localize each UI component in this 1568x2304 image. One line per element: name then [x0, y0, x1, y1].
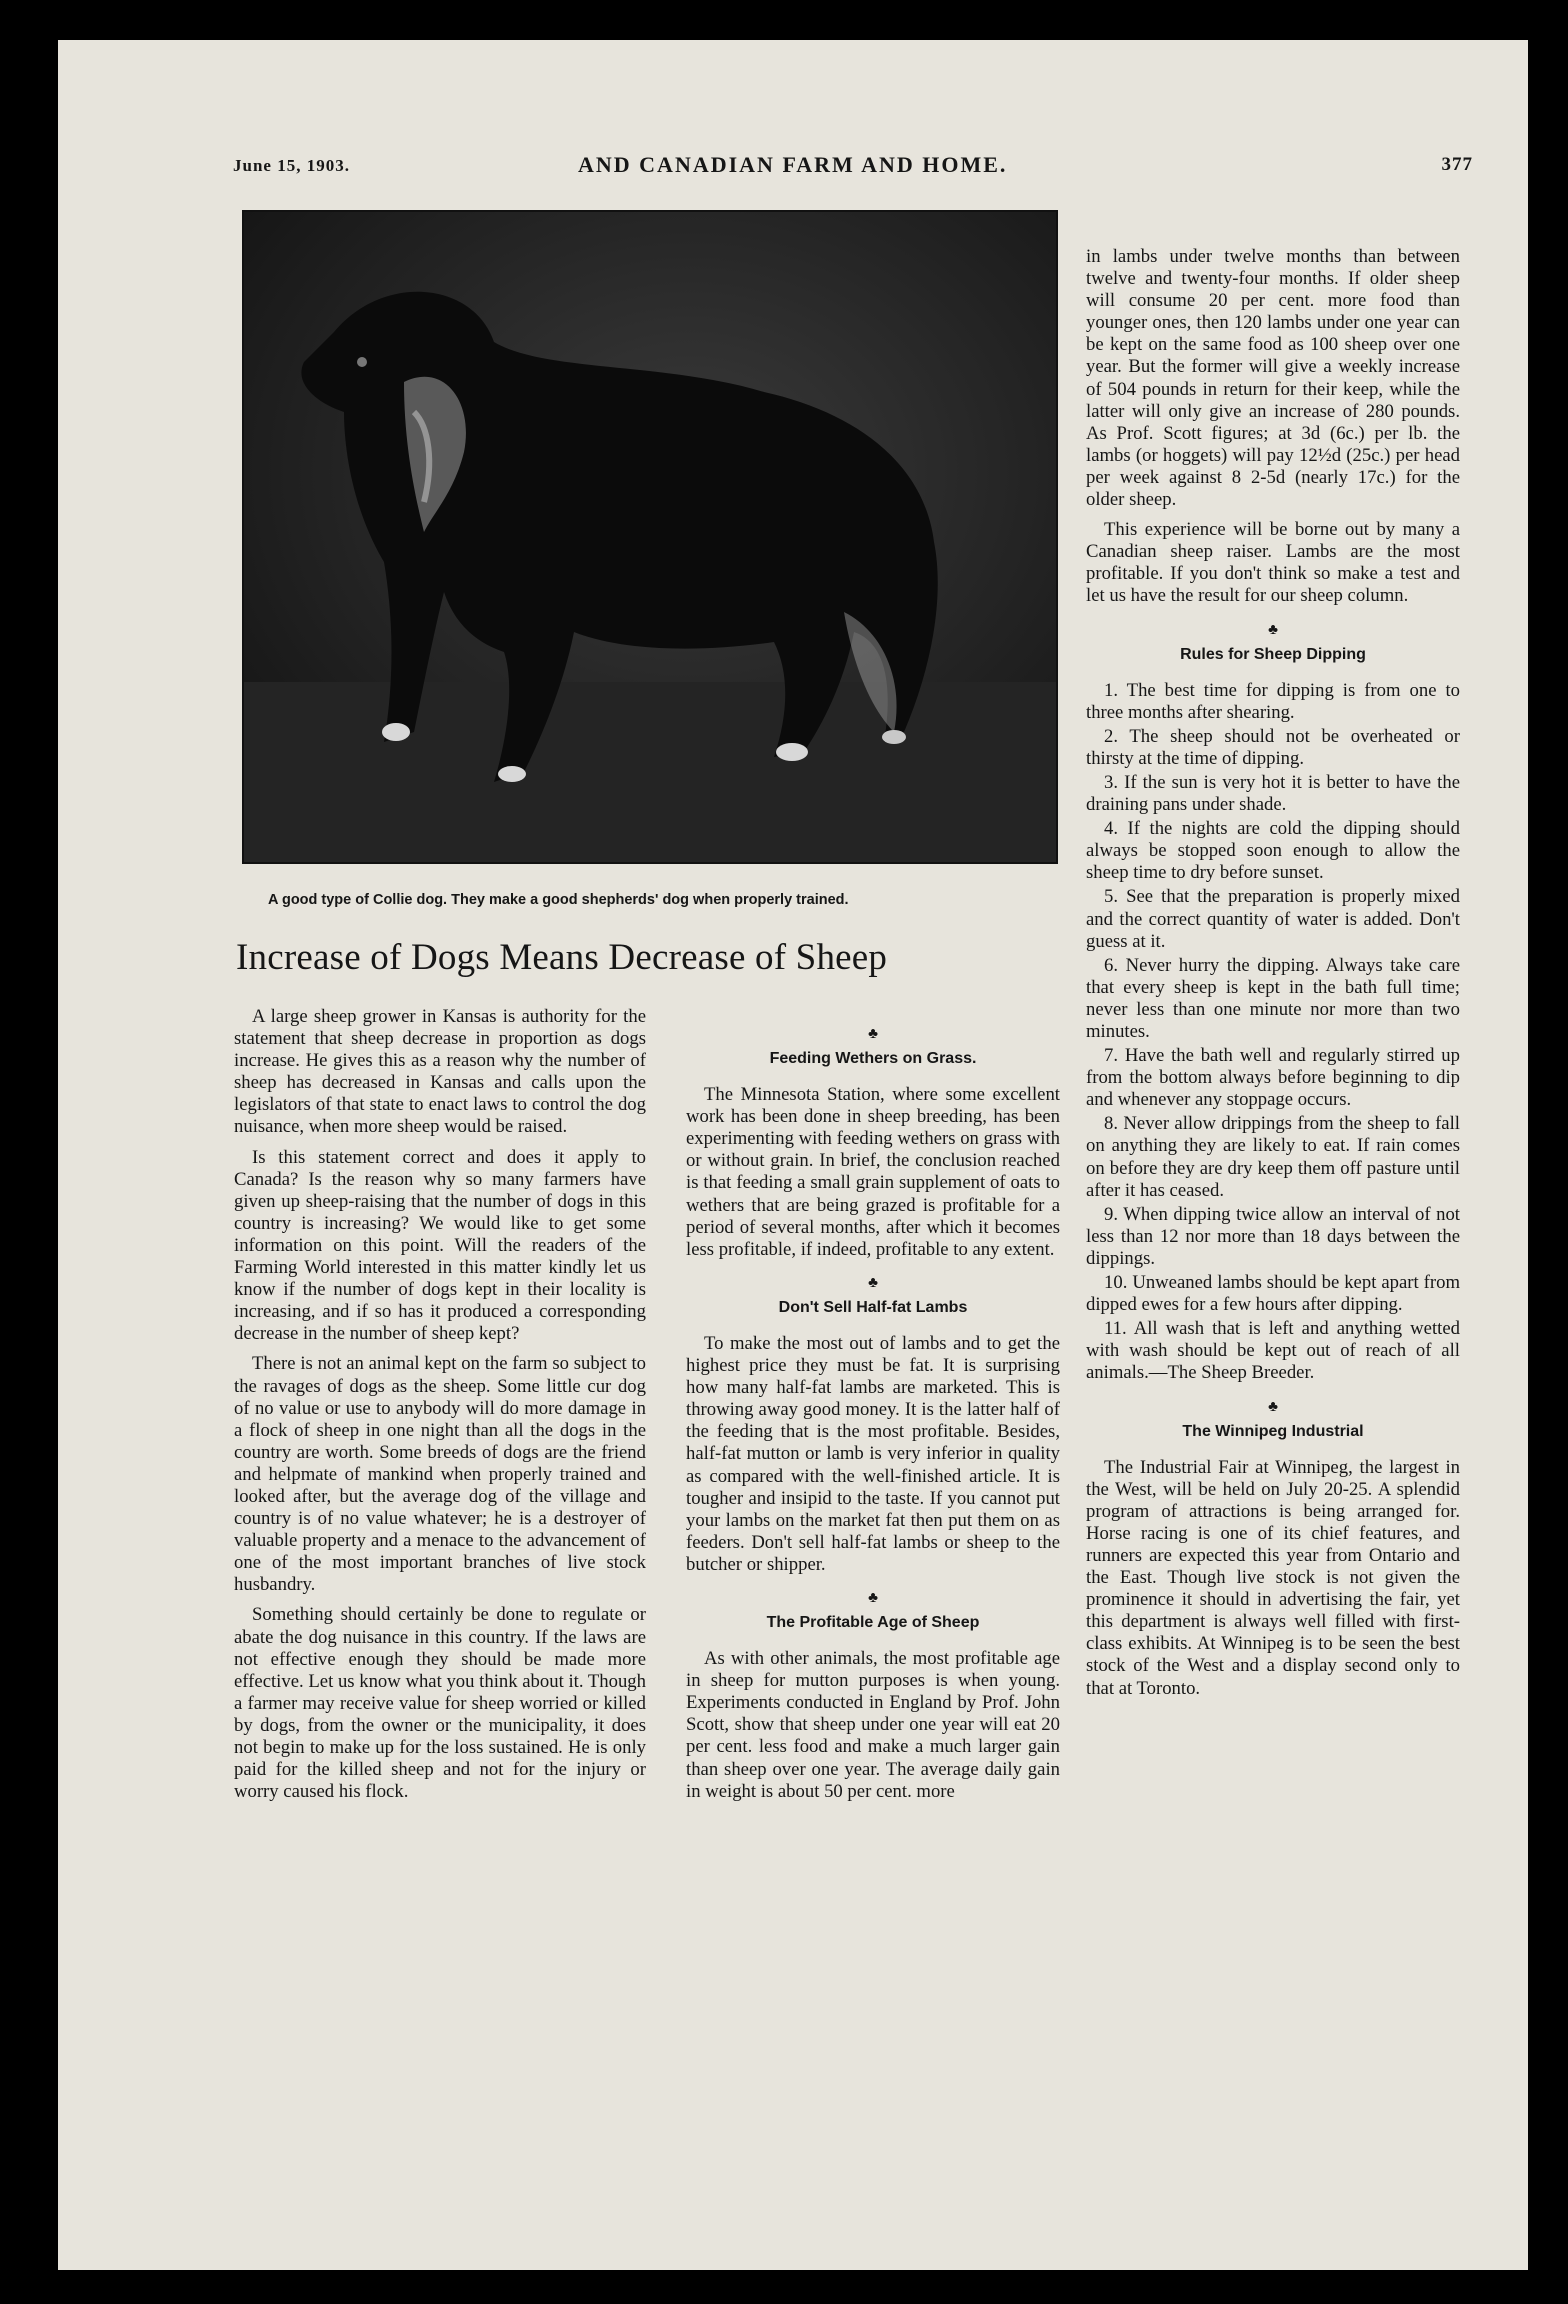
section-paragraph: To make the most out of lambs and to get the highest price they must be fat. It is surprising how many half-fat lambs are marketed. This is throwing away good money. It is the latter half of the feeding that is the most profitable. Besides, half-fat mutton or lamb is very inferior in quality as compared with the well-finished article. It is tougher and insipid to the taste. If you cannot put your lambs on the market fat then put them on as feeders. Don't sell half-fat lambs or sheep to the butcher or shipper.: [686, 1332, 1060, 1575]
section-paragraph: As with other animals, the most profitable age in sheep for mutton purposes is when young. Experiments conducted in England by Prof. John Scott, show that sheep under one year will eat 20 per cent. less food and make a much larger gain than sheep over one year. The average daily gain in weight is about 50 per cent. more: [686, 1648, 1060, 1802]
dipping-rule: 11. All wash that is left and anything wetted with wash should be kept out of reach of all animals.—The Sheep Breeder.: [1086, 1318, 1460, 1384]
article-paragraph: There is not an animal kept on the farm so subject to the ravages of dogs as the sheep. Some little cur dog of no value or use to anybody will do more damage in a flock of sheep in one night than all the dogs in the country are worth. Some breeds of dogs are the friend and helpmate of mankind when properly trained and looked after, but the average dog of the village and country is of no value whatever; he is a destroyer of valuable property and a menace to the advancement of one of the most important branches of live stock husbandry.: [234, 1353, 646, 1596]
collie-dog-illustration: [244, 212, 1056, 862]
section-heading-halffat: Don't Sell Half-fat Lambs: [778, 1298, 968, 1316]
article-paragraph: Something should certainly be done to regulate or abate the dog nuisance in this country. If the laws are not effective enough they should be made more effective. Let us know what you think about it. Though a farmer may receive value for sheep worried or killed by dogs, from the owner or the municipality, it does not begin to make up for the loss sustained. He is only paid for the killed sheep and not for the injury or worry caused his flock.: [234, 1604, 646, 1803]
dipping-rule: 10. Unweaned lambs should be kept apart from dipped ewes for a few hours after dipping.: [1086, 1272, 1460, 1316]
section-heading-winnipeg: The Winnipeg Industrial: [1182, 1422, 1364, 1440]
page-number: 377: [1441, 154, 1473, 175]
article-headline: Increase of Dogs Means Decrease of Sheep: [236, 937, 888, 978]
issue-date: June 15, 1903.: [233, 156, 350, 175]
section-paragraph: The Minnesota Station, where some excellent work has been done in sheep breeding, has been experimenting with feeding wethers on grass with or without grain. In brief, the conclusion reached is that feeding a small grain supplement of oats to wethers that are being grazed is profitable for a period of several months, after which it becomes less profitable, if indeed, profitable to any extent.: [686, 1084, 1060, 1260]
column-middle: [686, 1012, 1060, 1811]
running-head: [233, 152, 1473, 182]
section-heading-dipping: Rules for Sheep Dipping: [1180, 645, 1366, 663]
article-paragraph: Is this statement correct and does it apply to Canada? Is the reason why so many farmers have given up sheep-raising that the number of dogs in this country is increasing? We would like to get some information on this point. Will the readers of the Farming World interested in this matter kindly let us know if the number of dogs kept in their locality is increasing, and if so has it produced a corresponding decrease in the number of sheep kept?: [234, 1146, 646, 1345]
section-ornament: ♣: [868, 1026, 878, 1042]
section-heading-feeding: Feeding Wethers on Grass.: [769, 1050, 977, 1067]
section-heading-profitable-age: The Profitable Age of Sheep: [766, 1613, 980, 1631]
dipping-rule: 4. If the nights are cold the dipping should always be stopped soon enough to allow the sheep time to dry before sunset.: [1086, 818, 1460, 884]
continued-paragraph: This experience will be borne out by many a Canadian sheep raiser. Lambs are the most profitable. If you don't think so make a test and let us have the result for our sheep column.: [1086, 519, 1460, 607]
dipping-rule: 7. Have the bath well and regularly stirred up from the bottom always before beginning to dip and whenever any stoppage occurs.: [1086, 1045, 1460, 1111]
section-ornament: ♣: [868, 1274, 878, 1291]
dipping-rules-list: [1086, 680, 1460, 1385]
dipping-rule: 1. The best time for dipping is from one to three months after shearing.: [1086, 679, 1460, 723]
publication-title: AND CANADIAN FARM AND HOME.: [578, 152, 1008, 177]
column-right: [1086, 246, 1460, 1708]
column-left: [234, 1006, 646, 1811]
dipping-rule: 2. The sheep should not be overheated or thirsty at the time of dipping.: [1086, 725, 1460, 769]
section-ornament: ♣: [868, 1589, 878, 1606]
section-ornament: ♣: [1268, 1398, 1278, 1415]
dipping-rule: 9. When dipping twice allow an interval of not less than 12 nor more than 18 days between the dippings.: [1086, 1203, 1460, 1269]
collie-photo: [242, 210, 1058, 864]
article-paragraph: A large sheep grower in Kansas is authority for the statement that sheep decrease in proportion as dogs increase. He gives this as a reason why the number of sheep has decreased in Kansas and calls upon the legislators of that state to enact laws to control the dog nuisance, when more sheep would be raised.: [234, 1006, 646, 1138]
continued-paragraph: in lambs under twelve months than between twelve and twenty-four months. If older sheep will consume 20 per cent. more food than younger ones, then 120 lambs under one year can be kept on the same food as 100 sheep over one year. But the former will give a weekly increase of 504 pounds in return for their keep, while the latter will only give an increase of 280 pounds. As Prof. Scott figures; at 3d (6c.) per lb. the lambs (or hoggets) will pay 12½d (25c.) per head per week against 8 2-5d (nearly 17c.) for the older sheep.: [1086, 246, 1460, 511]
dipping-rule: 3. If the sun is very hot it is better to have the draining pans under shade.: [1086, 771, 1460, 816]
dipping-rule: 6. Never hurry the dipping. Always take care that every sheep is kept in the bath full time; never less than one minute nor more than two minutes.: [1086, 954, 1460, 1042]
dipping-rule: 8. Never allow drippings from the sheep to fall on anything they are likely to eat. If rain comes on before they are dry keep them off pasture until after it has ceased.: [1086, 1113, 1460, 1201]
section-paragraph: The Industrial Fair at Winnipeg, the largest in the West, will be held on July 20-25. A splendid program of attractions is being arranged for. Horse racing is one of its chief features, and runners are expected this year from Ontario and the East. Though live stock is not given the prominence it should in advertising the fair, yet this department is always well filled with first-class exhibits. At Winnipeg is to be seen the best stock of the West and a display second only to that at Toronto.: [1086, 1456, 1460, 1699]
magazine-page: [58, 40, 1528, 2270]
section-ornament: ♣: [1268, 621, 1278, 638]
photo-caption: A good type of Collie dog. They make a good shepherds' dog when properly trained.: [268, 892, 849, 908]
dipping-rule: 5. See that the preparation is properly mixed and the correct quantity of water is added. Don't guess at it.: [1086, 886, 1460, 952]
